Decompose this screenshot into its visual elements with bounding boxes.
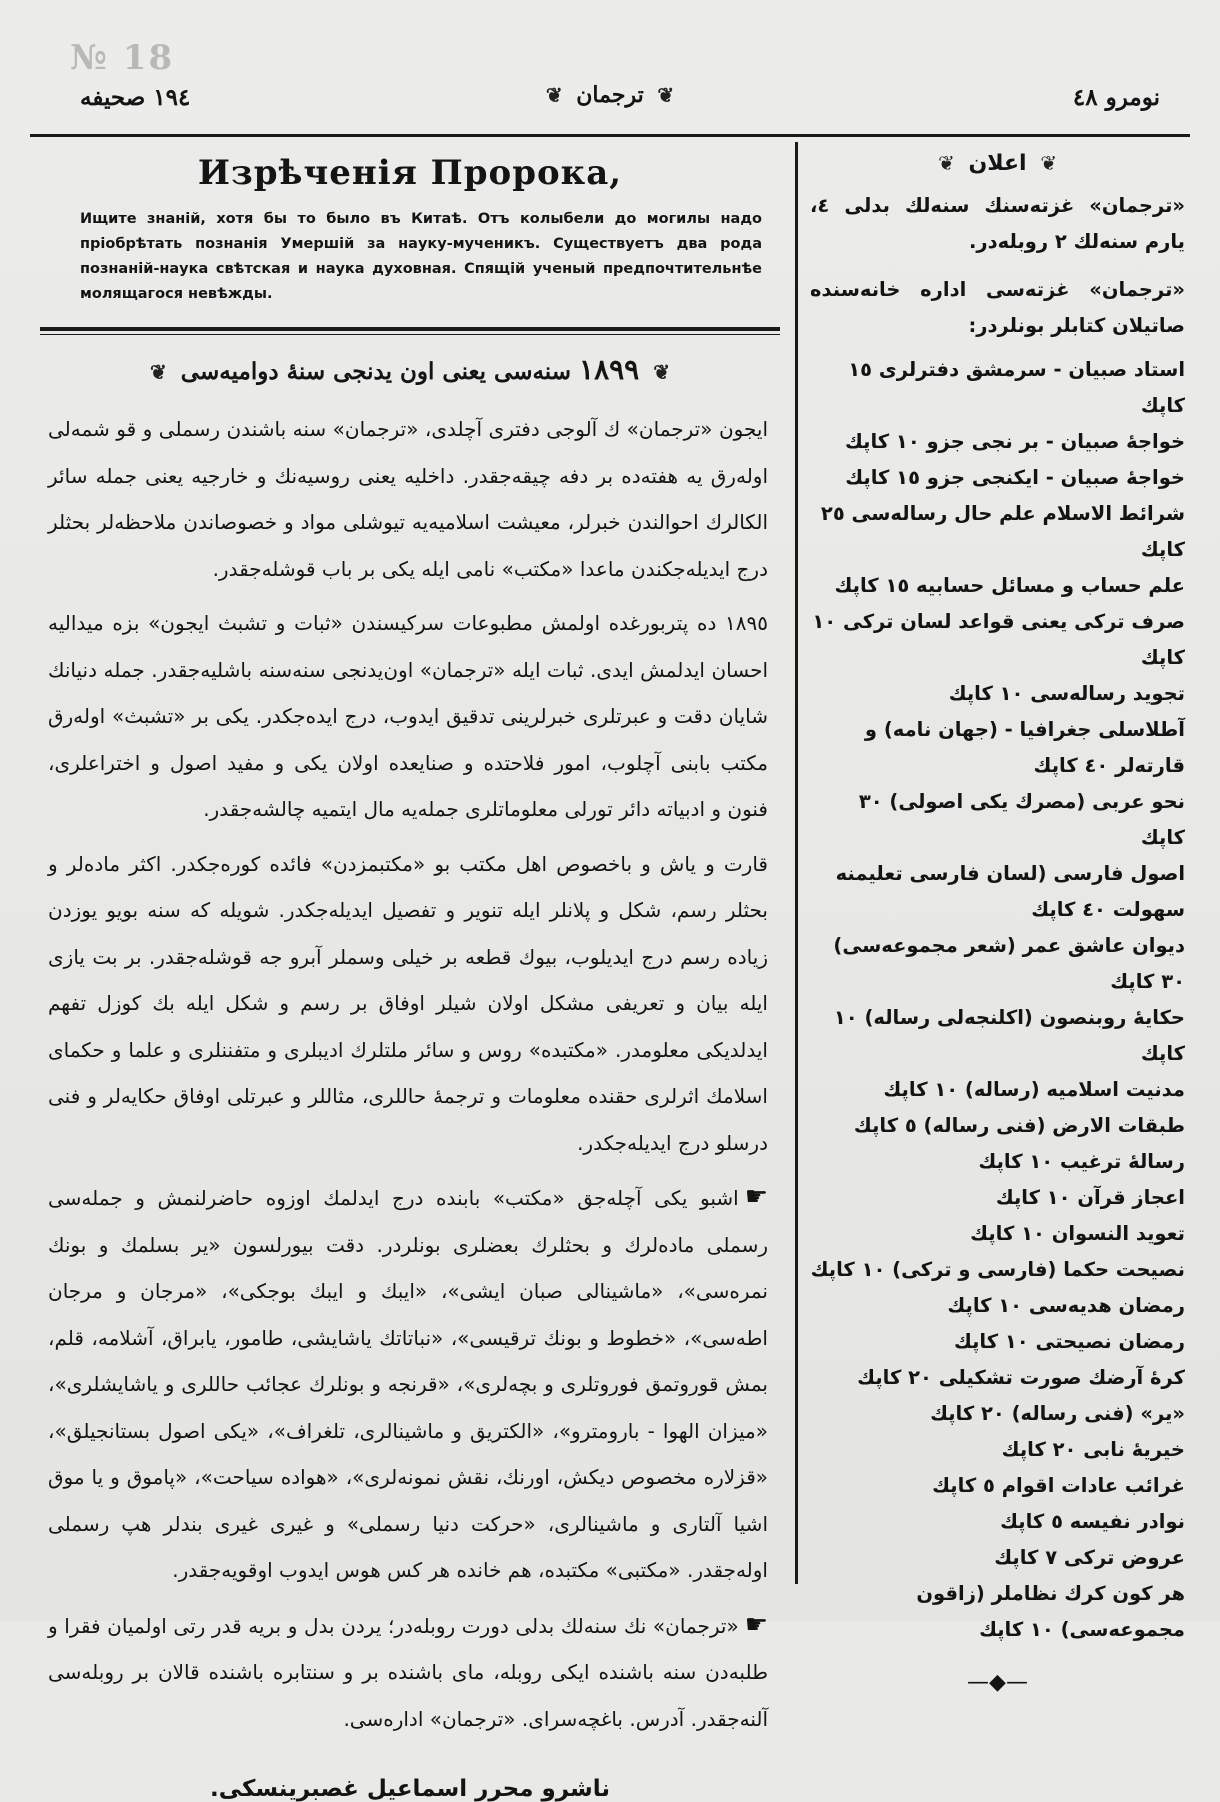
list-item: اصول فارسی (لسان فارسی تعلیمنه سهولت ٤٠ کاپك — [835, 862, 1185, 921]
list-item: خواجهٔ صبیان - ایکنجی جزو ١٥ کاپك — [845, 466, 1185, 489]
list-item: رمضان نصیحتی ١٠ کاپك — [953, 1330, 1185, 1353]
list-item: غرائب عادات اقوام ٥ کاپك — [932, 1474, 1185, 1497]
archive-stamp: № 18 — [70, 38, 175, 78]
russian-title: Изрѣченія Пророка, — [197, 153, 623, 193]
pointing-hand-icon: ☛ — [744, 1609, 768, 1640]
ads-intro: «ترجمان» غزته‌سنك سنه‌لك بدلی ٤، یارم سنه‌لك ٢ روبله‌در. — [810, 194, 1185, 253]
list-item: استاد صبیان - سرمشق دفترلری ١٥ کاپك — [848, 358, 1185, 417]
paragraph-text: «ترجمان» نك سنه‌لك بدلی دورت روبله‌در؛ یردن بدل و بریه قدر رتی اولمیان فقرا و طلبه‌دن سنه باشنده ایکی روبله، مای باشنده بر و سنتابره باشنده قالان بر روبله‌سی آلنه‌جقدر. آدرس. باغچه‌سرای. «ترجمان» اداره‌سی. — [48, 1613, 768, 1731]
list-item: مدنیت اسلامیه (رساله) ١٠ کاپك — [883, 1078, 1185, 1101]
paragraph: ١٨٩٥ ده پتربورغده اولمش مطبوعات سرکیسندن «ثبات و تشبث ایجون» بزه میدالیه احسان ایدلمش ایدی. ثبات ایله «ترجمان» اون‌یدنجی سنه‌سنه باشلیه‌جقدر. جمله دنیانك شایان دقت و عبرتلری خبرلرینی تدقیق ایدوب، درج ایده‌جکدر. یکی بر «تشبث» اوله‌رق مکتب بابنی آچلوب، امور فلاحتده و صنایعده اولان یکی و مفید اصول و اختراعلری، فنون و ادبیاته دائر تورلی معلوماتلری جمله‌یه مال ایتمیه چالشه‌جقدر. — [48, 611, 768, 821]
ads-title: اعلان — [968, 151, 1027, 176]
section-heading — [40, 353, 780, 386]
ornament-icon: ❦ — [657, 83, 675, 107]
column-divider — [795, 142, 798, 1584]
list-item: رمضان هدیه‌سی ١٠ کاپك — [947, 1294, 1185, 1317]
list-item: «یر» (فنی رساله) ٢٠ کاپك — [930, 1402, 1185, 1425]
list-item: تعوید النسوان ١٠ کاپك — [970, 1222, 1185, 1245]
paragraph — [48, 1602, 768, 1743]
list-item: تجوید رساله‌سی ١٠ کاپك — [948, 682, 1185, 705]
list-item: کرهٔ آرضك صورت تشکیلی ٢٠ کاپك — [857, 1366, 1185, 1389]
list-item: علم حساب و مسائل حسابیه ١٥ کاپك — [834, 574, 1185, 597]
ornament-icon: ❦ — [1040, 151, 1057, 175]
section-rule-thin — [40, 334, 780, 335]
russian-body: Ищите знаній, хотя бы то было въ Китаѣ. Отъ колыбели до могилы надо пріобрѣтать познанія Умершій за науку-мученикъ. Существуетъ два рода познаній-наука свѣтская и наука духовная. Спящій ученый предпочтительнѣе молящагося невѣжды. — [80, 211, 762, 302]
list-item: صرف ترکی یعنی قواعد لسان ترکی ١٠ کاپك — [812, 610, 1185, 669]
masthead — [540, 82, 680, 108]
ads-intro: «ترجمان» غزته‌سی اداره خانه‌سنده صاتیلان کتابلر بونلردر: — [810, 278, 1185, 337]
list-item: نحو عربی (مصرك یکی اصولی) ٣٠ کاپك — [858, 790, 1185, 849]
list-item: دیوان عاشق عمر (شعر مجموعه‌سی) ٣٠ کاپك — [833, 934, 1185, 993]
paragraph: ایجون «ترجمان» ك آلوجی دفتری آچلدی، «ترجمان» سنه باشندن رسملی و قو شمه‌لی اوله‌رق یه هفته‌ده بر دفه چیقه‌جقدر. داخلیه یعنی روسیه‌نك و خارجیه یعنی جمله سائر الکالرك احوالندن خبرلر، معیشت اسلامیه‌یه تیوشلی مواد و خصوصاندن ملاحظه‌لر بحثلر درج ایدیله‌جکندن ماعدا «مکتب» نامی ایله یکی بر باب قوشله‌جقدر. — [48, 417, 768, 581]
end-ornament: —◆— — [967, 1670, 1028, 1695]
section-year: ١٨٩٩ — [579, 353, 640, 386]
masthead-title: ترجمان — [576, 82, 644, 108]
section-rule-thick — [40, 327, 780, 331]
list-item: اعجاز قرآن ١٠ کاپك — [995, 1186, 1185, 1209]
list-item: خواجهٔ صبیان - بر نجی جزو ١٠ کاپك — [844, 430, 1185, 453]
ornament-icon: ❦ — [545, 83, 563, 107]
list-item: نوادر نفیسه ٥ کاپك — [1000, 1510, 1185, 1533]
header-rule — [30, 134, 1190, 137]
page-header — [40, 78, 1180, 122]
ads-column — [810, 145, 1185, 1695]
list-item: خیریهٔ نابی ٢٠ کاپك — [1001, 1438, 1185, 1461]
ornament-icon: ❦ — [938, 151, 955, 175]
list-item: رسالهٔ ترغیب ١٠ کاپك — [978, 1150, 1185, 1173]
paragraph — [48, 1174, 768, 1594]
book-list — [810, 352, 1185, 1648]
paragraph-text: اشبو یکی آچله‌جق «مکتب» بابنده درج ایدلمك اوزوه حاضرلنمش و جمله‌سی رسملی ماده‌لرك و بحثلرك بعضلری بونلردر. دقت بیورلسون «یر بسلمك و بونك نمره‌سی»، «ماشینالی صبان ایشی»، «ایبك و ایبك بوجکی»، «مرجان و مرجان اطه‌سی»، «خطوط و بونك ترقیسی»، «نباتاتك یاشایشی، طامور، یابراق، آشلامه، قلم، بمش قوروتمق فوروتلری و بچه‌لری»، «قرنجه و بونلرك عجائب حاللری و یاشایشلری»، «میزان الهوا - بارومترو»، «الکتریق و ماشینالری، تلغراف»، «یکی اصول بستانجیلق»، «قزلاره مخصوص دیکش، اورنك، نقش نمونه‌لری»، «هواده سیاحت»، «پاموق و یا موق اشیا آلتاری و ماشینالری، «حرکت دنیا رسملی» و غیری غیری بندلر هپ رسملی اوله‌جقدر. «مکتبی» مکتبده، هم خانده هر کس هوس ایدوب اوقویه‌جقدر. — [48, 1186, 768, 1582]
list-item: آطلاسلی جغرافیا - (جهان نامه) و قارته‌لر ٤٠ کاپك — [864, 718, 1185, 777]
list-item: طبقات الارض (فنی رساله) ٥ کاپك — [853, 1114, 1185, 1137]
paragraph: قارت و یاش و باخصوص اهل مکتب بو «مکتبمزدن» فائده کوره‌جکدر. اکثر ماده‌لر و بحثلر رسم، شکل و پلانلر ایله تنویر و تفصیل ایدیله‌جکدر. شویله که سنه بویو یوزدن زیاده رسم درج ایدیلوب، بیوك قطعه بر خیلی وسملر آبرو جه قوشله‌جقدر. بر بت یازی ایله بیان و تعریفی مشکل اولان شیلر اوفاق بر رسم و شکل ایله بك کوزل تفهم ایدلدیکی معلومدر. «مکتبده» روس و سائر ملتلرك ادیبلری و متفننلری و علما و حکمای اسلامك اثرلری حقنده معلومات و ترجمهٔ حاللری، مثاللر و عبرتلی اوفاق حکایه‌لر و فنی درسلو درج ایدیله‌جکدر. — [48, 851, 768, 1155]
page-number: ١٩٤ صحيفه — [80, 84, 191, 111]
list-item: نصیحت حکما (فارسی و ترکی) ١٠ کاپك — [810, 1258, 1185, 1281]
list-item: حکایهٔ روبنصون (اکلنجه‌لی رساله) ١٠ کاپك — [833, 1006, 1185, 1065]
publisher-signature: ناشرو محرر اسماعیل غصبرینسکی. — [210, 1776, 610, 1802]
list-item: هر کون کرك نظاملر (زاقون مجموعه‌سی) ١٠ کاپك — [916, 1582, 1185, 1641]
ads-heading — [810, 151, 1185, 176]
list-item: عروض ترکی ٧ کاپك — [994, 1546, 1185, 1569]
pointing-hand-icon: ☛ — [744, 1182, 768, 1212]
list-item: شرائط الاسلام علم حال رساله‌سی ٢٥ کاپك — [820, 502, 1185, 561]
issue-number: نومرو ٤٨ — [1072, 84, 1160, 111]
section-title: سنه‌سی یعنی اون یدنجی سنهٔ دوامیه‌سی — [180, 358, 572, 385]
ornament-icon: ❦ — [150, 360, 167, 384]
ornament-icon: ❦ — [653, 360, 670, 384]
main-column — [40, 145, 780, 1802]
